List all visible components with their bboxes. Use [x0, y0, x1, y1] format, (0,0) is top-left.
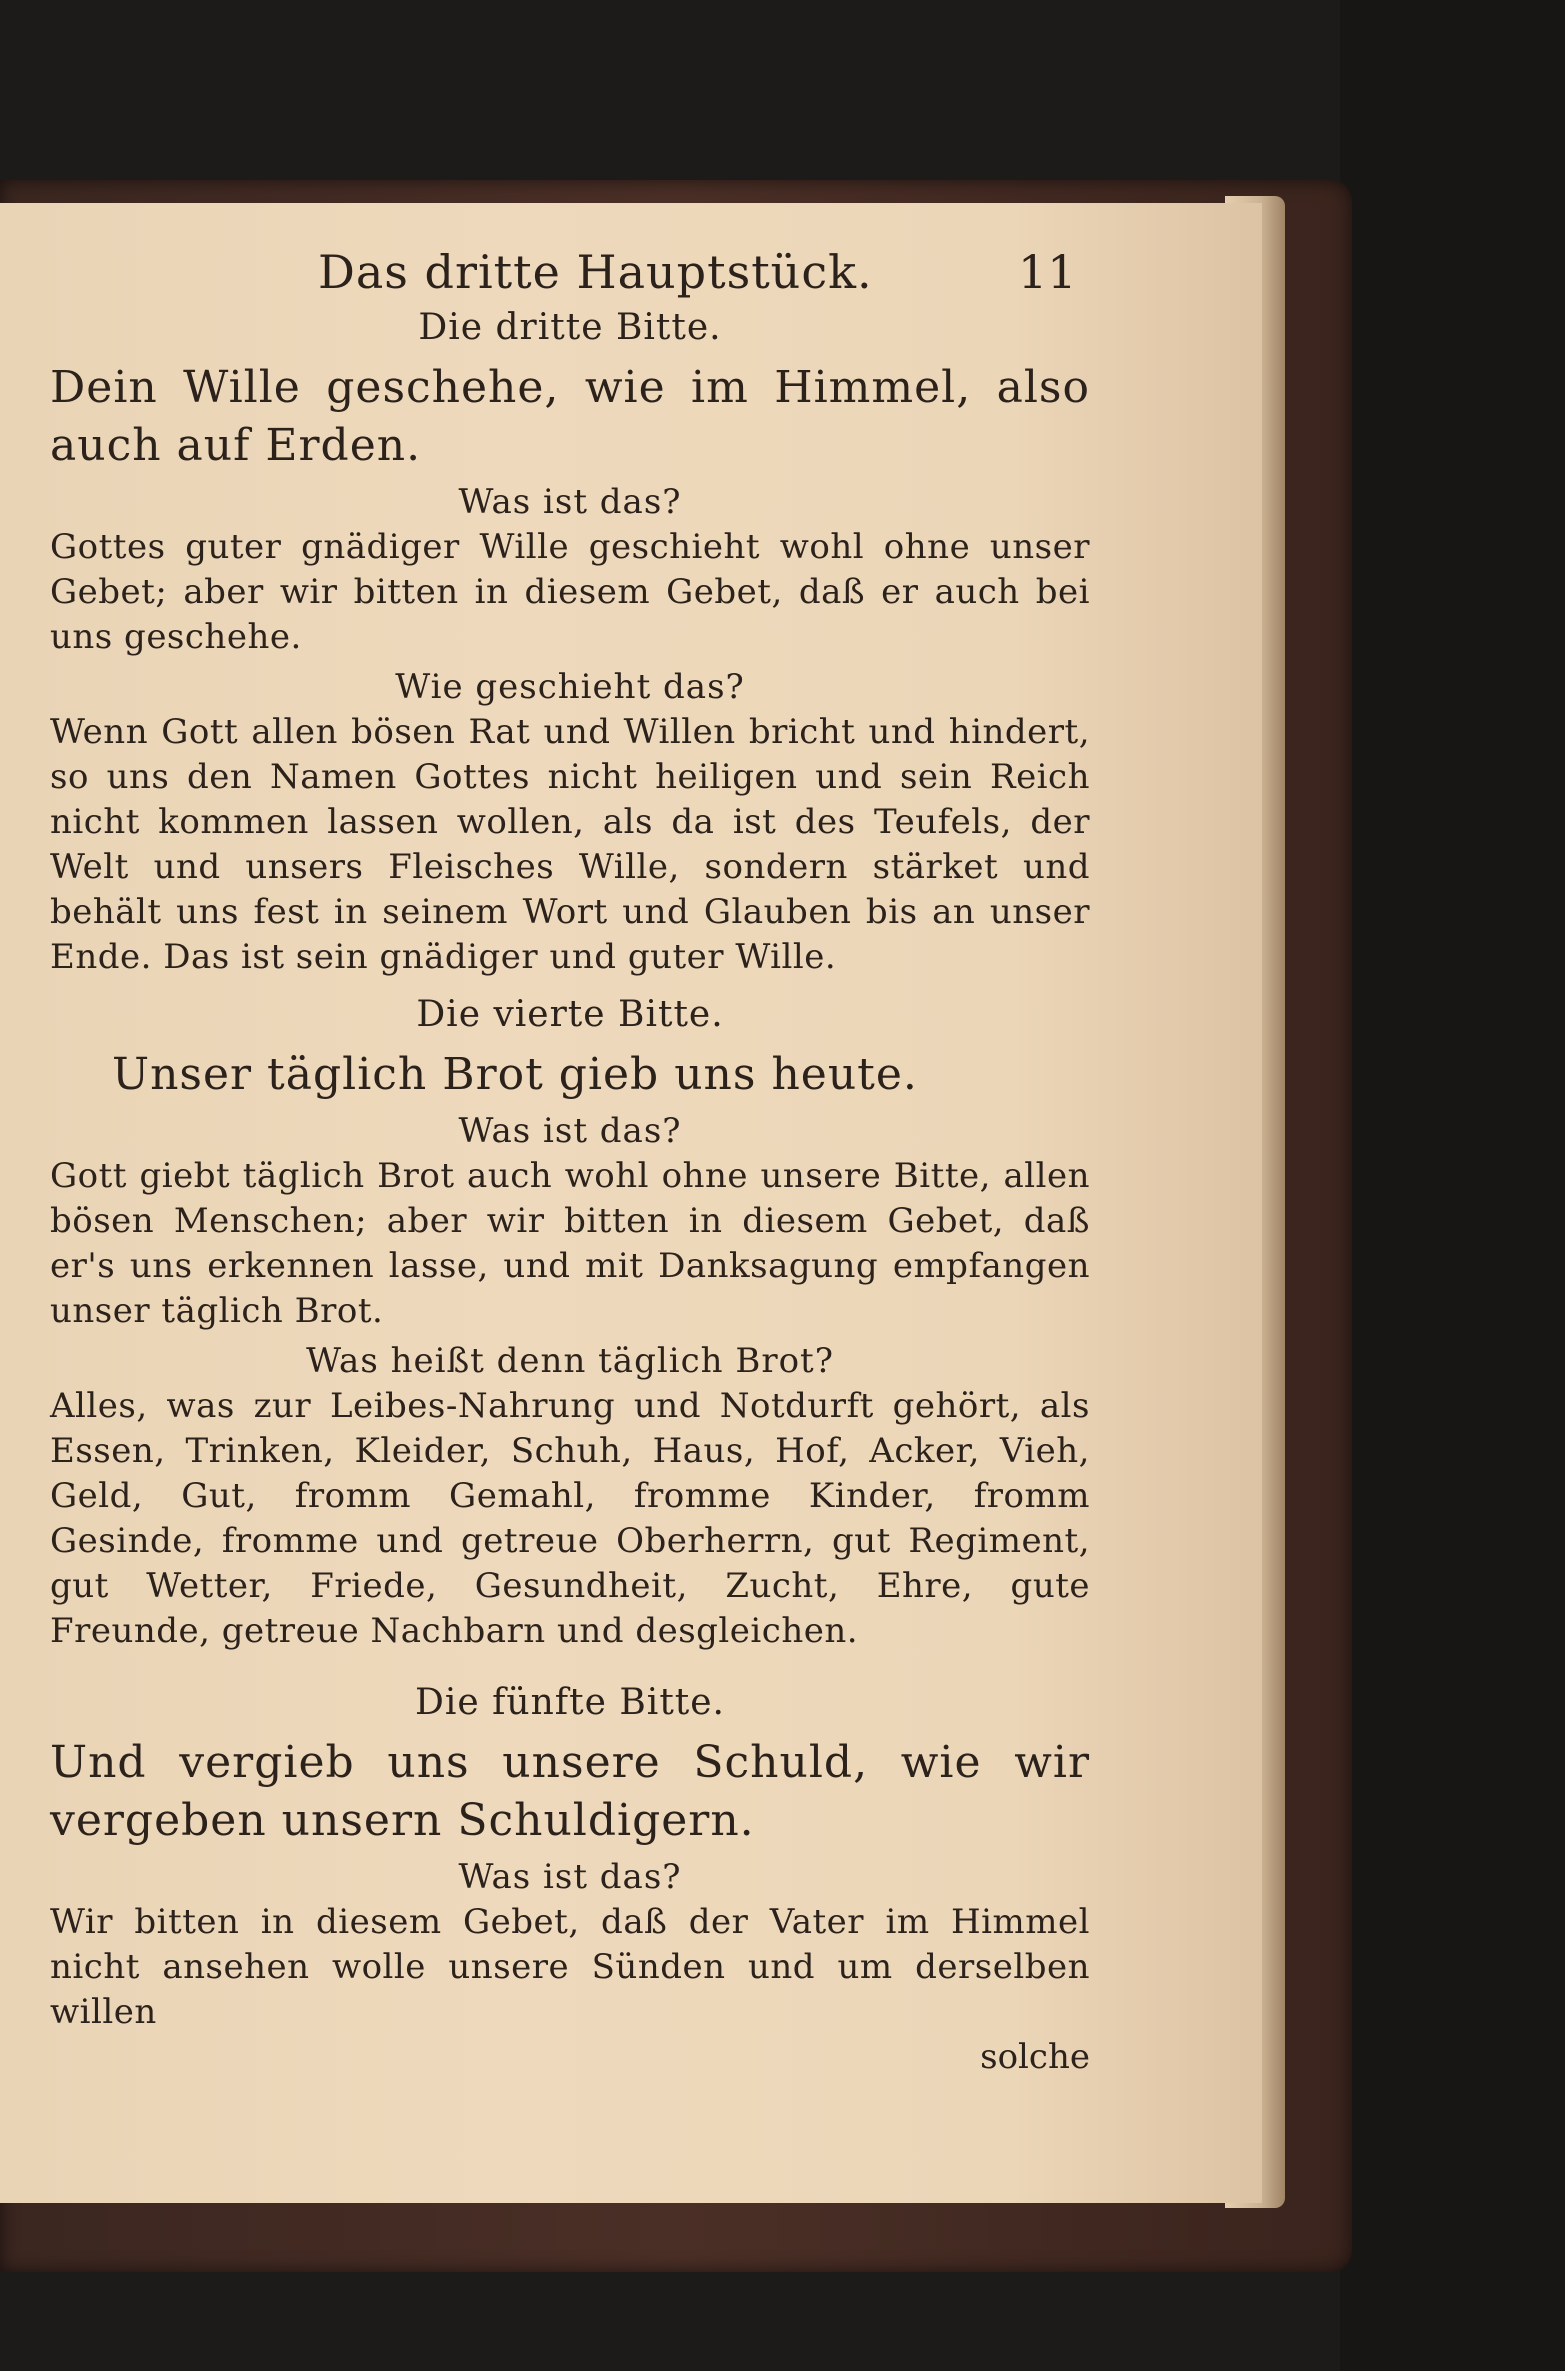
question: Was ist das?	[458, 1111, 682, 1151]
petition-text: Und vergieb uns unsere Schuld, wie wir vergeben unsern Schuldigern.	[50, 1737, 1090, 1846]
petition-text: Dein Wille geschehe, wie im Himmel, also auch auf Erden.	[50, 362, 1090, 471]
answer: Alles, was zur Leibes-Nahrung und Notdurft gehört, als Essen, Trinken, Kleider, Schuh, Haus, Hof, Acker, Vieh, Geld, Gut, fromm Gemahl, fromme Kinder, fromm Gesinde, fromme und getreue Oberherrn, gut Regiment, gut Wetter, Friede, Gesundheit, Zucht, Ehre, gute Freunde, getreue Nachbarn und desgleichen.	[50, 1386, 1090, 1651]
section-heading: Die fünfte Bitte.	[414, 1682, 725, 1723]
book-page	[0, 203, 1262, 2203]
question: Was ist das?	[458, 1857, 682, 1897]
backdrop	[1340, 0, 1565, 2371]
answer: Gott giebt täglich Brot auch wohl ohne unsere Bitte, allen bösen Menschen; aber wir bitten in diesem Gebet, daß er's uns erkennen lasse, und mit Danksagung empfangen unser täglich Brot.	[50, 1156, 1090, 1331]
answer: Wir bitten in diesem Gebet, daß der Vater im Himmel nicht ansehen wolle unsere Sünden und um derselben willen	[50, 1902, 1090, 2032]
question: Was ist das?	[458, 482, 682, 522]
section-fourth-petition	[50, 990, 1090, 1654]
page-text	[50, 223, 1090, 2080]
answer: Wenn Gott allen bösen Rat und Willen bricht und hindert, so uns den Namen Gottes nicht heiligen und sein Reich nicht kommen lassen wollen, als da ist des Teufels, der Welt und unsers Fleisches Wille, sondern stärket und behält uns fest in seinem Wort und Glauben bis an unser Ende. Das ist sein gnädiger und guter Wille.	[50, 712, 1090, 977]
catchword: solche	[980, 2037, 1090, 2077]
petition-text: Unser täglich Brot gieb uns heute.	[112, 1049, 918, 1100]
page-number: 11	[1018, 245, 1077, 299]
section-heading: Die dritte Bitte.	[418, 307, 722, 348]
section-fifth-petition	[50, 1678, 1090, 2080]
section-heading: Die vierte Bitte.	[416, 994, 724, 1035]
running-head-title: Das dritte Hauptstück.	[318, 245, 873, 299]
section-third-petition	[50, 303, 1090, 980]
running-head	[50, 223, 1090, 303]
question: Wie geschieht das?	[395, 667, 745, 707]
question: Was heißt denn täglich Brot?	[306, 1341, 834, 1381]
answer: Gottes guter gnädiger Wille geschieht wohl ohne unser Gebet; aber wir bitten in diesem Gebet, daß er auch bei uns geschehe.	[50, 527, 1090, 657]
